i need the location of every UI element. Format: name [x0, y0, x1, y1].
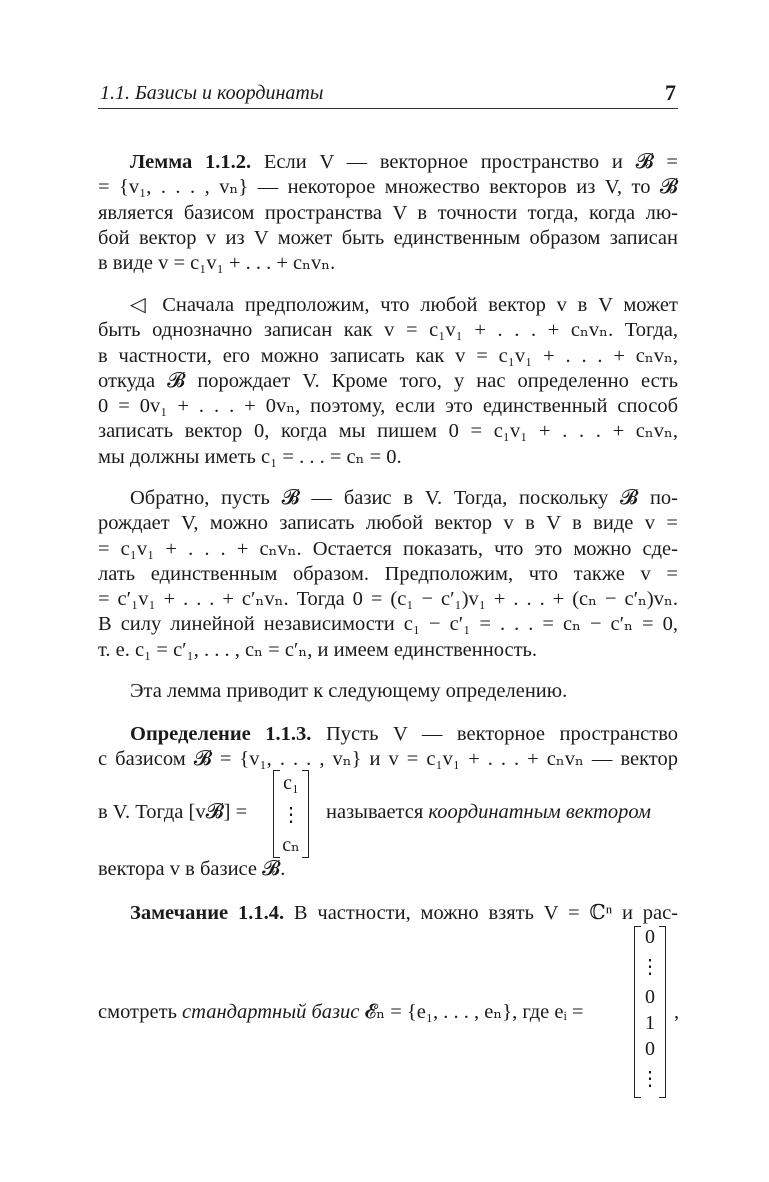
lemma-line-5: в виде v = c₁v₁ + . . . + cₙvₙ.	[98, 252, 336, 275]
proof2-line-2: рождает V, можно записать любой вектор v в V в виде v =	[98, 512, 678, 535]
proof1-line-2: быть однозначно записан как v = c₁v₁ + . . . + cₙvₙ. Тогда,	[98, 319, 678, 342]
proof2-line-4: лать единственным образом. Предположим, что также v =	[98, 562, 678, 585]
running-title: 1.1. Базисы и координаты	[100, 82, 324, 104]
transition-paragraph	[98, 679, 678, 704]
ei-entry-4: 0	[645, 1038, 655, 1060]
ei-entry-3: 1	[645, 1012, 655, 1034]
definition-line-1: Определение 1.1.3. Пусть V — векторное пространство	[130, 723, 679, 745]
matrix-entry-cn: cₙ	[282, 834, 300, 856]
transition-line: Эта лемма приводит к следующему определению.	[130, 680, 568, 702]
ei-entry-1: 0	[645, 926, 655, 948]
proof2-line-3: = c₁v₁ + . . . + cₙvₙ. Остается показать, что это можно сде-	[98, 537, 678, 560]
page-number: 7	[665, 80, 676, 105]
lemma-label: Лемма 1.1.2.	[130, 151, 252, 173]
proof1-line-6: записать вектор 0, когда мы пишем 0 = c₁v₁ + . . . + cₙvₙ,	[98, 420, 678, 443]
definition-label: Определение 1.1.3.	[130, 723, 312, 745]
matrix-vdots: ⋮	[281, 804, 301, 826]
definition-line-4: вектора v в базисе 𝓑.	[98, 858, 286, 880]
proof1-line-3: в частности, его можно записать как v = c₁v₁ + . . . + cₙvₙ,	[98, 344, 678, 367]
standard-basis-term: стандартный базис	[182, 1001, 360, 1023]
proof2-line-6: В силу линейной независимости c₁ − c′₁ = . . . = cₙ − c′ₙ = 0,	[98, 613, 678, 636]
lemma-line-1: Лемма 1.1.2. Если V — векторное пространство и 𝓑 =	[130, 151, 678, 173]
proof1-line-1: ◁ Сначала предположим, что любой вектор v в V может	[130, 294, 678, 316]
lemma-line-4: бой вектор v из V может быть единственным образом записан	[98, 226, 678, 249]
ei-entry-2: 0	[645, 986, 655, 1008]
proof-paragraph-2	[98, 486, 678, 663]
definition-1-1-3	[98, 722, 678, 773]
proof2-line-1: Обратно, пусть 𝓑 — базис в V. Тогда, поскольку 𝓑 по-	[130, 487, 678, 509]
lemma-line-3: является базисом пространства V в точности тогда, когда лю-	[98, 201, 678, 224]
remark-label: Замечание 1.1.4.	[130, 902, 285, 924]
remark-trailing-comma: ,	[674, 1001, 680, 1023]
proof1-line-5: 0 = 0v₁ + . . . + 0vₙ, поэтому, если это единственный способ	[98, 395, 678, 418]
matrix-entry-c1: c₁	[283, 772, 299, 794]
proof2-line-7: т. е. c₁ = c′₁, . . . , cₙ = c′ₙ, и имеем единственность.	[98, 638, 538, 661]
standard-basis-vector-matrix	[634, 926, 666, 1098]
header-rule	[98, 108, 678, 109]
definition-line-3-post: называется координатным вектором	[326, 801, 651, 823]
coordinate-vector-matrix	[273, 770, 309, 858]
definition-line-2: с базисом 𝓑 = {v₁, . . . , vₙ} и v = c₁v₁ + . . . + cₙvₙ — вектор	[98, 748, 678, 771]
lemma-line-2: = {v₁, . . . , vₙ} — некоторое множество векторов из V, то 𝓑	[98, 176, 678, 199]
proof1-line-4: откуда 𝓑 порождает V. Кроме того, у нас определенно есть	[98, 369, 678, 392]
remark-1-1-4	[98, 901, 678, 926]
page-header	[98, 80, 678, 108]
ei-vdots-1: ⋮	[640, 956, 660, 978]
proof-paragraph-1	[98, 293, 678, 470]
remark-line-2-text: смотреть стандартный базис 𝓔ₙ = {e₁, . . . , eₙ}, где eᵢ =	[98, 1001, 584, 1023]
coordinate-vector-term: координатным вектором	[428, 801, 651, 823]
definition-line-3-pre: в V. Тогда [v𝓑] =	[98, 801, 248, 823]
proof2-line-5: = c′₁v₁ + . . . + c′ₙvₙ. Тогда 0 = (c₁ − c′₁)v₁ + . . . + (cₙ − c′ₙ)vₙ.	[98, 588, 678, 611]
lemma-1-1-2	[98, 150, 678, 276]
proof1-line-7: мы должны иметь c₁ = . . . = cₙ = 0.	[98, 445, 402, 468]
ei-vdots-2: ⋮	[640, 1068, 660, 1090]
remark-line-1: Замечание 1.1.4. В частности, можно взять V = ℂⁿ и рас-	[130, 902, 679, 924]
definition-line-4-wrap	[98, 857, 678, 882]
